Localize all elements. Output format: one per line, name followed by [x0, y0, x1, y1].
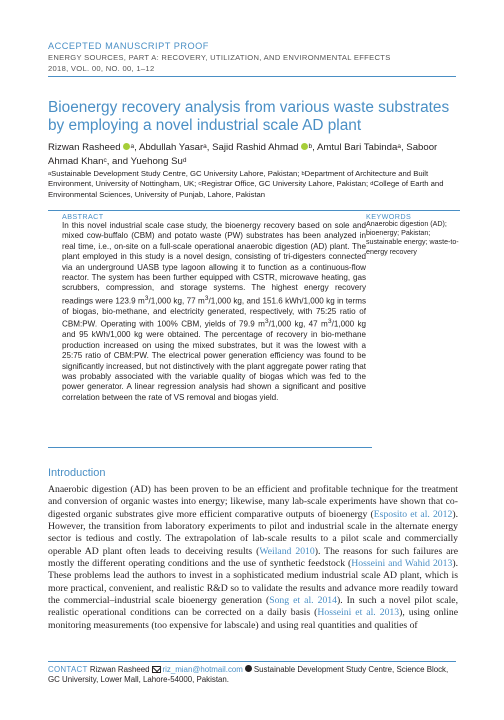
author-name[interactable]: Yuehong Su [130, 156, 183, 167]
journal-name: ENERGY SOURCES, PART A: RECOVERY, UTILIZATION, AND ENVIRONMENTAL EFFECTS [48, 53, 391, 62]
affiliations: $^a$Sustainable Development Study Centre, GC University Lahore, Pakistan; $^b$Department of Architecture and Built Environment, University of Nottingham, UK; $^c$Registrar Office, GC University Lahore, Pakistan; $^d$College of Earth and Environmental Sciences, University of Punjab, Lahore, Pakistan [48, 169, 444, 199]
author-list: Rizwan Rasheed $^a$, Abdullah Yasar$^a$, Sajid Rashid Ahmad $^b$, Amtul Bari Tabinda$^a$, Saboor Ahmad Khan$^c$, and Yuehong Su$^d$ [48, 142, 438, 167]
orcid-icon[interactable] [123, 143, 130, 150]
author-name[interactable]: Sajid Rashid Ahmad [212, 142, 299, 153]
author-name[interactable]: Abdullah Yasar [138, 142, 204, 153]
keywords-rule [366, 210, 460, 211]
author-affil-marker: c [103, 157, 107, 164]
location-icon [245, 665, 252, 672]
orcid-icon[interactable] [301, 143, 308, 150]
journal-citation: 2018, VOL. 00, NO. 00, 1–12 [48, 64, 155, 73]
affiliation-d: College of Earth and Environmental Sciences, University of Punjab, Lahore, Pakistan [48, 179, 444, 199]
author-affil-marker: a [397, 143, 401, 150]
author-affil-marker: a [130, 143, 135, 150]
author-name[interactable]: Rizwan Rasheed [48, 142, 121, 153]
author-affil-marker: b [308, 143, 313, 150]
citation-link[interactable]: Song et al. 2014 [269, 595, 337, 607]
title-line-2: by employing a novel industrial scale AD plant [48, 117, 362, 134]
manuscript-status: ACCEPTED MANUSCRIPT PROOF [48, 41, 209, 51]
author-name[interactable]: Amtul Bari Tabinda [316, 142, 398, 153]
citation-link[interactable]: Hosseini and Wahid 2013 [351, 558, 453, 570]
envelope-icon [152, 666, 161, 673]
author-name[interactable]: Saboor Ahmad Khan [48, 142, 438, 167]
article-title [48, 99, 468, 135]
footer-rule [48, 661, 456, 662]
citation-link[interactable]: Hosseini et al. 2013 [317, 607, 400, 619]
contact-block [48, 665, 460, 686]
contact-label: CONTACT [48, 665, 88, 674]
manuscript-header [48, 40, 468, 74]
keywords-heading: KEYWORDS [366, 212, 412, 221]
affiliation-c: Registrar Office, GC University Lahore, Pakistan; [201, 179, 369, 189]
author-affil-marker: a [203, 143, 207, 150]
keywords-list: Anaerobic digestion (AD); bioenergy; Pakistan; sustainable energy; waste-to-energy recovery [366, 220, 459, 256]
contact-address: Sustainable Development Study Centre, Science Block, GC University, Lower Mall, Lahore-54000, Pakistan. [48, 665, 449, 685]
introduction-body: Anaerobic digestion (AD) has been proven to be an efficient and profitable technique for the treatment and conversion of organic wastes into energy; likewise, many lab-scale experiments have shown that co-digested organic substrates give more efficient comparative outputs of bioenergy (Esposito et al. 2012). However, the transition from laboratory experiments to pilot and industrial scale in the alternate energy sector is tedious and costly. The extrapolation of lab-scale results to a pilot scale and commercially operable AD plant often leads to deceiving results (Weiland 2010). The reasons for such failures are mostly the different operating conditions and the use of synthetic feedstock (Hosseini and Wahid 2013). These problems lead the authors to invest in a sophisticated medium industrial scale AD plant, which is more practical, convenient, and realistic R&D so to validate the results and advance more readily toward the commercial–industrial scale bioenergy generation (Song et al. 2014). In such a novel pilot scale, realistic operational conditions can be corrected on a daily basis (Hosseini et al. 2013), using online monitoring measurements (too expensive for labscale) and using real quantities and qualities of [48, 484, 459, 631]
citation-link[interactable]: Esposito et al. 2012 [373, 508, 453, 520]
introduction-heading: Introduction [48, 467, 106, 479]
affiliation-b: Department of Architecture and Built Environment, University of Nottingham, UK; [48, 169, 429, 189]
citation-link[interactable]: Weiland 2010 [259, 545, 315, 557]
affiliation-a: Sustainable Development Study Centre, GC University Lahore, Pakistan; [51, 169, 300, 178]
abstract-heading: ABSTRACT [62, 212, 104, 221]
contact-name: Rizwan Rasheed [89, 665, 150, 674]
author-affil-marker: d [182, 157, 187, 164]
header-rule [48, 76, 456, 77]
abstract-body: In this novel industrial scale case study, the bioenergy recovery based on sole and mixed cow-buffalo (CBM) and potato waste (PW) substrates has been analyzed in real time, i.e., on-site on a full-scale operational anaerobic digestion (AD) plant. The plant employed in this study is a novel design, consisting of tri-digesters connected via an underground UASB type lagoon allowing it to function as a continuous-flow reactor. The system has been further equipped with CSTR, microwave heating, gas scrubbers, compression, and storage systems. The highest energy recovery readings were 123.9 $m^3/1,000$ kg, 77 $m^3/1,000$ kg, and 151.6 kWh/1,000 kg in terms of biogas, bio-methane, and electricity generated, respectively, with 75:25 ratio of CBM:PW. Operating with 100% CBM, yields of 79.9 $m^3/1,000$ kg, 47 $m^3/1,000$ kg and 95 kWh/1,000 kg were obtained. The percentage of recovery in bio-methane production increased on using the mixed substrates, but it was the lowest with a 25:75 ratio of CBM:PW. The electrical power generation efficiency was found to be significantly increased, but not distinctively with the plant aggregate power rating that was probably associated with the variable quality of biogas which was fed to the power generator. A linear regression analysis had shown a significant and positive correlation between the rate of VS removal and biogas yield. [62, 221, 367, 402]
title-line-1: Bioenergy recovery analysis from various waste substrates [48, 99, 450, 116]
contact-email[interactable]: riz_mian@hotmail.com [162, 665, 243, 674]
